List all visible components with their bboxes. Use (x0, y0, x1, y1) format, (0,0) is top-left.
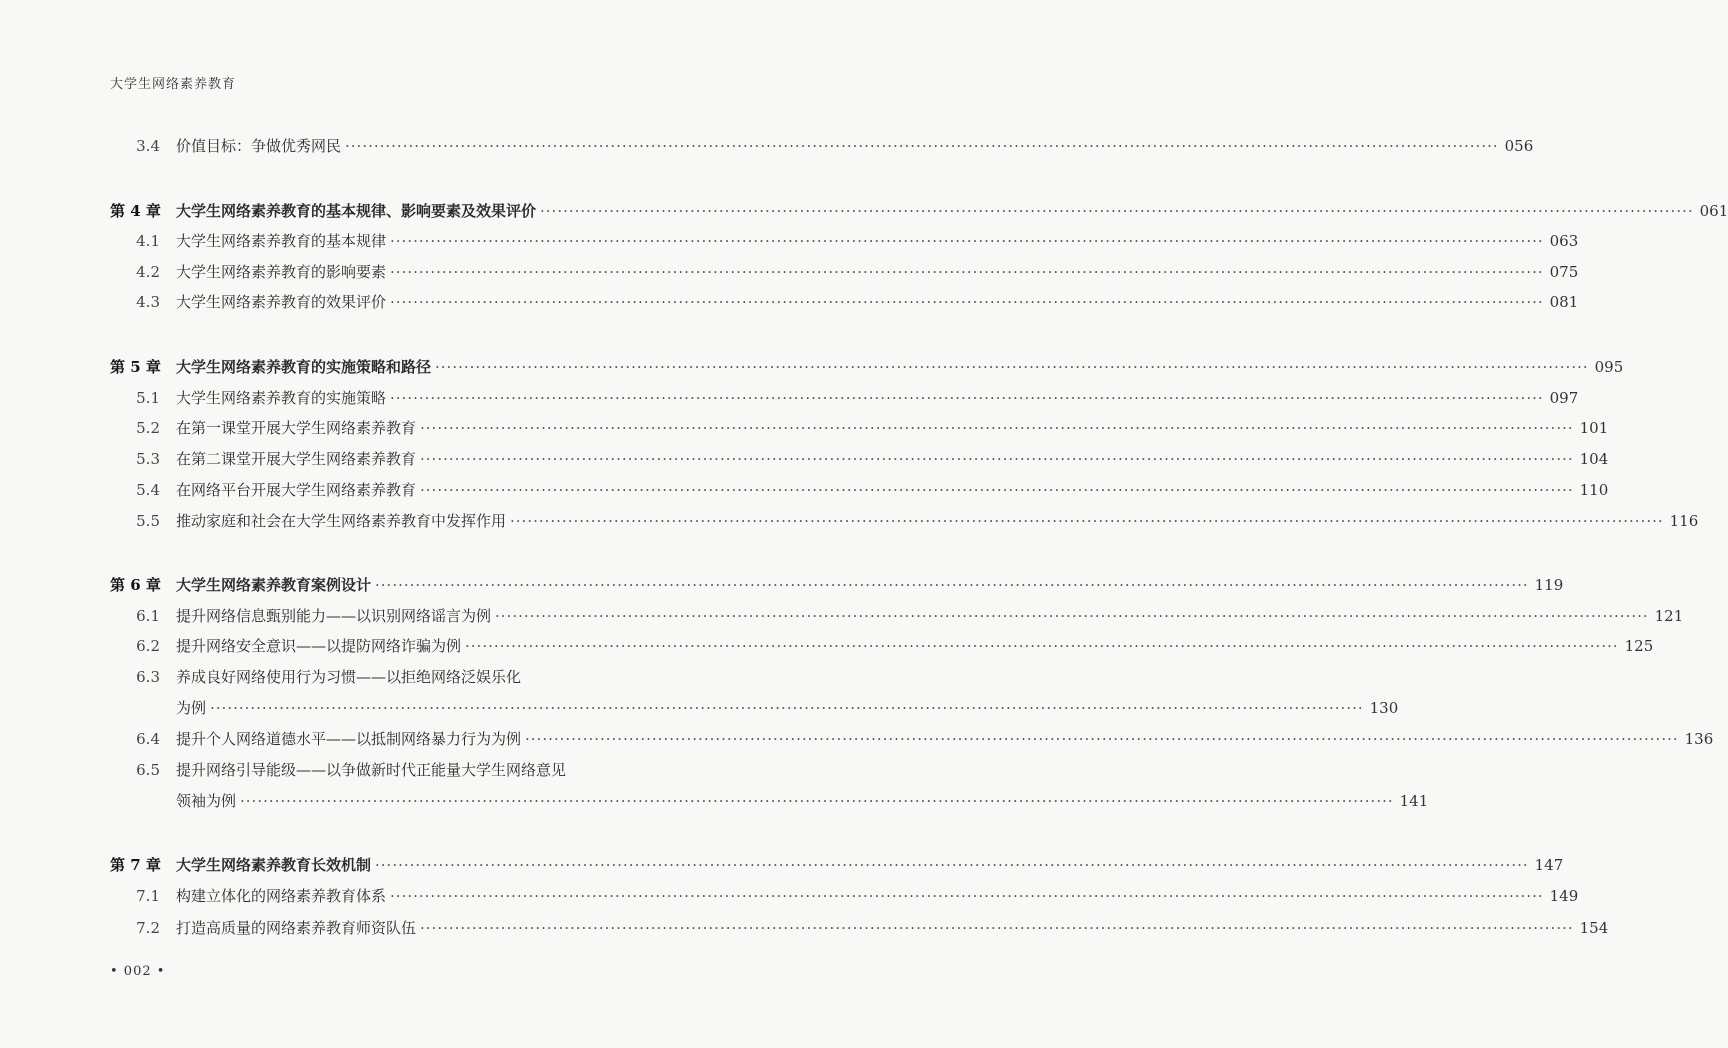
chapter-number: 第 5 章 (110, 358, 161, 376)
page-number: 075 (1549, 263, 1579, 281)
toc-section-row (0, 449, 1609, 471)
toc-section-row (0, 729, 1714, 751)
page-number: 119 (1534, 576, 1564, 594)
entry-title: 提升网络安全意识——以提防网络诈骗为例 (176, 637, 462, 655)
leader-line (176, 449, 1609, 469)
dot-leader: ········································································································································································································ (375, 576, 1529, 594)
toc-section-row (0, 136, 1534, 158)
toc-section-row (0, 231, 1579, 253)
toc-chapter-row (0, 855, 1564, 877)
dot-leader: ········································································································································································································ (525, 730, 1679, 748)
entry-title: 大学生网络素养教育长效机制 (176, 856, 372, 874)
entry-title: 在第一课堂开展大学生网络素养教育 (176, 419, 417, 437)
leader-line (176, 606, 1684, 626)
section-number: 5.4 (136, 481, 160, 499)
entry-title: 打造高质量的网络素养教育师资队伍 (176, 919, 417, 937)
toc-section-row (0, 511, 1699, 533)
dot-leader: ········································································································································································································ (420, 450, 1574, 468)
toc-section-row (0, 636, 1654, 658)
dot-leader: ········································································································································································································ (540, 202, 1694, 220)
entry-title-continued: 为例 (176, 699, 207, 717)
toc-section-row (0, 292, 1579, 314)
page-number: 154 (1579, 919, 1609, 937)
section-number: 4.2 (136, 263, 160, 281)
leader-line (176, 388, 1579, 408)
entry-title: 大学生网络素养教育的效果评价 (176, 293, 387, 311)
leader-line (176, 575, 1564, 595)
toc-section-row (0, 606, 1684, 628)
dot-leader: ········································································································································································································ (240, 792, 1394, 810)
section-number: 6.1 (136, 607, 160, 625)
leader-line (176, 136, 1534, 156)
dot-leader: ········································································································································································································ (210, 699, 1364, 717)
page-number: 141 (1399, 792, 1429, 810)
section-number: 5.2 (136, 419, 160, 437)
page-number: 116 (1669, 512, 1699, 530)
toc-chapter-row (0, 357, 1624, 379)
leader-line (176, 231, 1579, 251)
toc-section-row (0, 262, 1579, 284)
page-number: 121 (1654, 607, 1684, 625)
toc-chapter-row (0, 575, 1564, 597)
entry-title: 大学生网络素养教育的影响要素 (176, 263, 387, 281)
entry-title: 提升个人网络道德水平——以抵制网络暴力行为为例 (176, 730, 522, 748)
toc-section-row (0, 886, 1579, 908)
entry-title: 提升网络引导能级——以争做新时代正能量大学生网络意见 (176, 761, 567, 779)
entry-title: 构建立体化的网络素养教育体系 (176, 887, 387, 905)
entry-title: 大学生网络素养教育的实施策略 (176, 389, 387, 407)
page-number: 104 (1579, 450, 1609, 468)
section-number: 6.4 (136, 730, 160, 748)
toc-section-row (0, 918, 1609, 940)
dot-leader: ········································································································································································································ (390, 389, 1544, 407)
page-number: 130 (1369, 699, 1399, 717)
leader-line (176, 636, 1654, 656)
section-number: 7.1 (136, 887, 160, 905)
leader-line (176, 357, 1624, 377)
dot-leader: ········································································································································································································ (420, 919, 1574, 937)
page-number: 136 (1684, 730, 1714, 748)
section-number: 6.3 (136, 668, 160, 686)
entry-title: 养成良好网络使用行为习惯——以拒绝网络泛娱乐化 (176, 668, 522, 686)
entry-title: 大学生网络素养教育案例设计 (176, 576, 372, 594)
page-number: 081 (1549, 293, 1579, 311)
section-number: 5.3 (136, 450, 160, 468)
entry-title: 推动家庭和社会在大学生网络素养教育中发挥作用 (176, 512, 507, 530)
dot-leader: ········································································································································································································ (420, 419, 1574, 437)
chapter-number: 第 4 章 (110, 202, 161, 220)
page-number: 110 (1579, 481, 1609, 499)
page-number: 056 (1504, 137, 1534, 155)
entry-title: 价值目标：争做优秀网民 (176, 137, 342, 155)
leader-line (176, 511, 1699, 531)
section-number: 7.2 (136, 919, 160, 937)
toc-section-row (0, 667, 1399, 719)
section-number: 3.4 (136, 137, 160, 155)
entry-title: 大学生网络素养教育的基本规律、影响要素及效果评价 (176, 202, 537, 220)
dot-leader: ········································································································································································································ (390, 232, 1544, 250)
toc-section-row (0, 388, 1579, 410)
leader-line (176, 698, 1399, 718)
leader-line (176, 201, 1728, 221)
section-number: 5.5 (136, 512, 160, 530)
toc-chapter-row (0, 201, 1728, 223)
page-number: 101 (1579, 419, 1609, 437)
leader-line (176, 262, 1579, 282)
dot-leader: ········································································································································································································ (375, 856, 1529, 874)
section-number: 6.2 (136, 637, 160, 655)
page-number: 147 (1534, 856, 1564, 874)
leader-line (176, 855, 1564, 875)
leader-line (176, 418, 1609, 438)
dot-leader: ········································································································································································································ (390, 263, 1544, 281)
entry-title: 大学生网络素养教育的实施策略和路径 (176, 358, 432, 376)
page-number: 097 (1549, 389, 1579, 407)
page-folio: • 002 • (110, 964, 166, 979)
entry-title: 大学生网络素养教育的基本规律 (176, 232, 387, 250)
page-number: 095 (1594, 358, 1624, 376)
toc-section-row (0, 760, 1429, 812)
chapter-number: 第 7 章 (110, 856, 161, 874)
running-header: 大学生网络素养教育 (110, 77, 237, 92)
leader-line (176, 480, 1609, 500)
dot-leader: ········································································································································································································ (465, 637, 1619, 655)
section-number: 4.3 (136, 293, 160, 311)
leader-line (176, 918, 1609, 938)
dot-leader: ········································································································································································································ (435, 358, 1589, 376)
entry-title: 提升网络信息甄别能力——以识别网络谣言为例 (176, 607, 492, 625)
entry-title: 在网络平台开展大学生网络素养教育 (176, 481, 417, 499)
dot-leader: ········································································································································································································ (495, 607, 1649, 625)
page-number: 061 (1699, 202, 1728, 220)
leader-line (176, 292, 1579, 312)
dot-leader: ········································································································································································································ (345, 137, 1499, 155)
page-number: 125 (1624, 637, 1654, 655)
entry-title: 在第二课堂开展大学生网络素养教育 (176, 450, 417, 468)
dot-leader: ········································································································································································································ (420, 481, 1574, 499)
dot-leader: ········································································································································································································ (510, 512, 1664, 530)
dot-leader: ········································································································································································································ (390, 887, 1544, 905)
page-number: 149 (1549, 887, 1579, 905)
leader-line (176, 791, 1429, 811)
entry-title-continued: 领袖为例 (176, 792, 237, 810)
section-number: 5.1 (136, 389, 160, 407)
chapter-number: 第 6 章 (110, 576, 161, 594)
section-number: 6.5 (136, 761, 160, 779)
toc-section-row (0, 418, 1609, 440)
page-number: 063 (1549, 232, 1579, 250)
leader-line (176, 886, 1579, 906)
toc-section-row (0, 480, 1609, 502)
section-number: 4.1 (136, 232, 160, 250)
leader-line (176, 729, 1714, 749)
dot-leader: ········································································································································································································ (390, 293, 1544, 311)
